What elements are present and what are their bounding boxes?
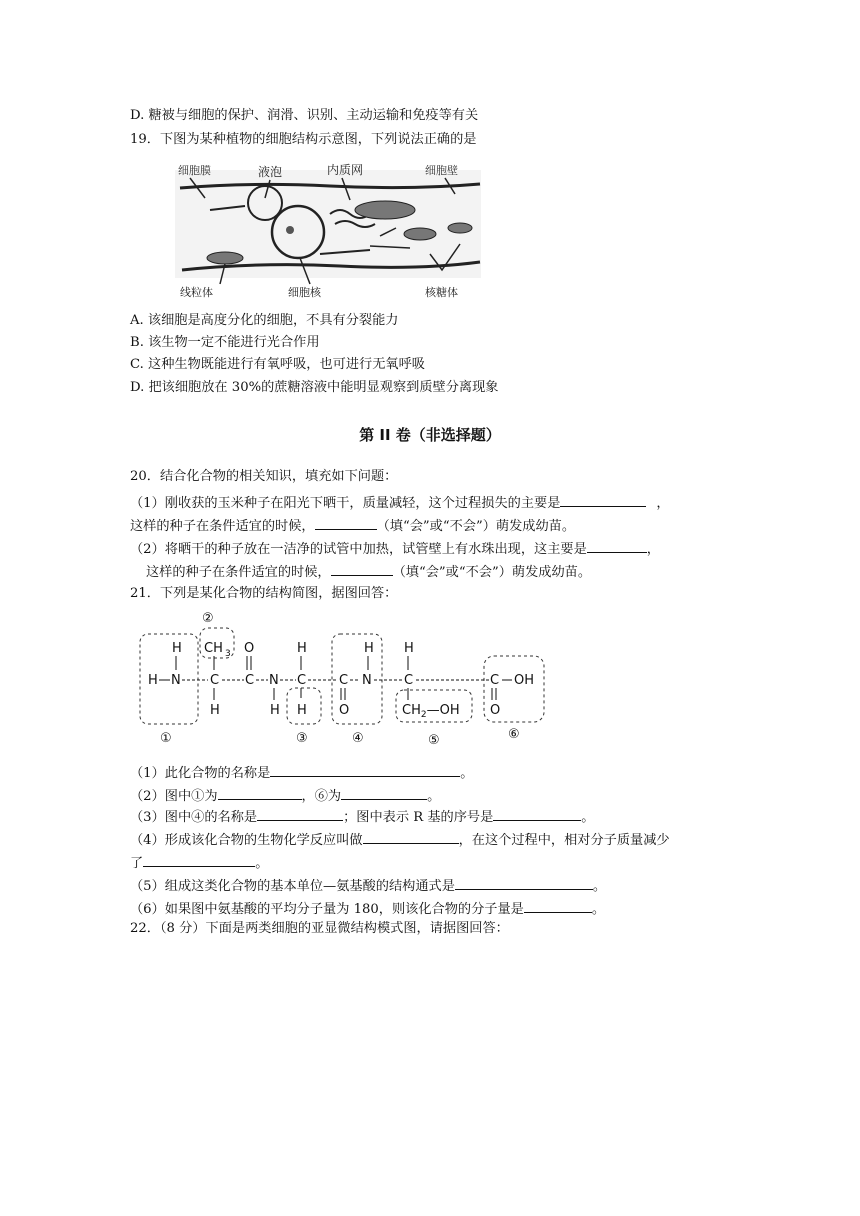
section-title: 第 II 卷（非选择题） xyxy=(359,426,501,444)
q21-part6-post: 。 xyxy=(591,902,606,917)
answer-blank[interactable] xyxy=(257,807,343,821)
q20-part2b-pre: 这样的种子在条件适宜的时候， xyxy=(146,565,331,580)
plant-cell-figure xyxy=(170,158,490,300)
q21-part1 xyxy=(130,763,473,783)
q21-part6-pre: （6）如果图中氨基酸的平均分子量为 180，则该化合物的分子量是 xyxy=(130,902,524,917)
q21-part3 xyxy=(130,807,594,827)
q21-part3-post: 。 xyxy=(581,810,595,825)
svg-text:H: H xyxy=(404,641,414,656)
q21-part5-post: 。 xyxy=(592,879,607,894)
label-1: ① xyxy=(160,731,172,746)
q20-stem: 20．结合化合物的相关知识，填充如下问题： xyxy=(130,469,398,484)
tripeptide-structure xyxy=(134,606,554,750)
answer-blank[interactable] xyxy=(218,786,302,800)
q21-part5-pre: （5）组成这类化合物的基本单位—氨基酸的结构通式是 xyxy=(130,879,455,894)
label-nucleus: 细胞核 xyxy=(288,286,321,299)
svg-text:H: H xyxy=(148,673,158,688)
q21-part1-post: 。 xyxy=(460,766,474,781)
q20-part2a xyxy=(130,539,660,559)
answer-blank[interactable] xyxy=(315,516,377,530)
svg-text:H: H xyxy=(210,703,220,718)
answer-blank[interactable] xyxy=(270,763,460,777)
q21-part4b xyxy=(130,853,268,873)
q21-part2-post: 。 xyxy=(427,789,441,804)
label-ribosome: 核糖体 xyxy=(425,286,458,299)
label-5: ⑤ xyxy=(428,733,440,748)
q21-part4b-pre: 了 xyxy=(130,856,144,871)
q21-part2 xyxy=(130,786,440,806)
label-2: ② xyxy=(202,611,214,626)
answer-blank[interactable] xyxy=(341,786,427,800)
answer-blank[interactable] xyxy=(331,562,393,576)
label-6: ⑥ xyxy=(508,727,520,742)
answer-blank[interactable] xyxy=(363,830,459,844)
svg-text:CH2—OH: $CH_2—OH$ xyxy=(402,703,460,720)
answer-blank[interactable] xyxy=(560,493,646,507)
answer-blank[interactable] xyxy=(524,899,592,913)
q21-part2-mid: ，⑥为 xyxy=(301,789,342,804)
svg-text:H: H xyxy=(364,641,374,656)
q20-part1a-end: ， xyxy=(656,496,670,511)
q19-option-c: C. 这种生物既能进行有氧呼吸，也可进行无氧呼吸 xyxy=(130,357,425,372)
q20-part2a-text: （2）将晒干的种子放在一洁净的试管中加热，试管壁上有水珠出现，这主要是 xyxy=(130,542,587,557)
svg-text:N: N xyxy=(362,673,372,688)
q18-option-d: D. 糖被与细胞的保护、润滑、识别、主动运输和免疫等有关 xyxy=(130,108,479,123)
q19-option-b: B. 该生物一定不能进行光合作用 xyxy=(130,335,320,350)
q21-part3-mid: ；图中表示 R 基的序号是 xyxy=(343,810,494,825)
svg-text:N: N xyxy=(269,673,279,688)
svg-text:O: O xyxy=(244,641,255,656)
svg-text:O: O xyxy=(490,703,501,718)
svg-text:C: C xyxy=(297,673,307,688)
q22-stem: 22．（8 分）下面是两类细胞的亚显微结构模式图，请据图回答： xyxy=(130,921,509,936)
svg-text:C: C xyxy=(210,673,220,688)
label-vacuole: 液泡 xyxy=(258,165,283,179)
svg-text:O: O xyxy=(339,703,350,718)
svg-text:N: N xyxy=(171,673,181,688)
q20-part1b-pre: 这样的种子在条件适宜的时候， xyxy=(130,519,315,534)
q21-part1-pre: （1）此化合物的名称是 xyxy=(130,766,271,781)
svg-text:C: C xyxy=(339,673,349,688)
svg-text:H: H xyxy=(297,703,307,718)
svg-text:C: C xyxy=(245,673,255,688)
svg-text:H: H xyxy=(297,641,307,656)
q21-part3-pre: （3）图中④的名称是 xyxy=(130,810,258,825)
answer-blank[interactable] xyxy=(143,853,255,867)
q20-part2b xyxy=(146,562,591,582)
svg-text:H: H xyxy=(270,703,280,718)
q21-part5 xyxy=(130,876,606,896)
svg-text:CH: CH xyxy=(204,641,223,656)
svg-text:H: H xyxy=(172,641,182,656)
q20-part1b-post: （填“会”或“不会”）萌发成幼苗。 xyxy=(376,519,576,534)
q21-part4-pre: （4）形成该化合物的生物化学反应叫做 xyxy=(130,833,363,848)
q19-stem: 19．下图为某种植物的细胞结构示意图，下列说法正确的是 xyxy=(130,132,477,147)
q20-part2b-post: （填“会”或“不会”）萌发成幼苗。 xyxy=(392,565,592,580)
svg-text:OH: OH xyxy=(514,673,535,688)
answer-blank[interactable] xyxy=(587,539,647,553)
label-cell-wall: 细胞壁 xyxy=(425,164,458,177)
label-4: ④ xyxy=(352,731,364,746)
q21-part6 xyxy=(130,899,605,919)
q21-part4-post: ，在这个过程中，相对分子质量减少 xyxy=(458,833,670,848)
answer-blank[interactable] xyxy=(493,807,581,821)
label-3: ③ xyxy=(296,731,308,746)
q21-part4b-post: 。 xyxy=(255,856,269,871)
label-mitochondria: 线粒体 xyxy=(180,286,213,299)
svg-text:C: C xyxy=(490,673,500,688)
mitochondrion-shape xyxy=(355,201,415,219)
svg-text:C: C xyxy=(404,673,414,688)
answer-blank[interactable] xyxy=(455,876,593,890)
label-cell-membrane: 细胞膜 xyxy=(178,164,211,177)
q20-part1a-text: （1）刚收获的玉米种子在阳光下晒干，质量减轻，这个过程损失的主要是 xyxy=(130,496,561,511)
q21-part2-pre: （2）图中①为 xyxy=(130,789,218,804)
svg-text:3: 3 xyxy=(225,649,231,659)
q19-option-a: A. 该细胞是高度分化的细胞，不具有分裂能力 xyxy=(130,313,399,328)
label-er: 内质网 xyxy=(327,163,364,177)
q20-part1a xyxy=(130,493,670,513)
q21-part4 xyxy=(130,830,670,850)
q20-part2a-end: ， xyxy=(646,542,660,557)
q20-part1b xyxy=(130,516,575,536)
q19-option-d: D. 把该细胞放在 30%的蔗糖溶液中能明显观察到质壁分离现象 xyxy=(130,380,499,395)
q21-stem: 21．下列是某化合物的结构简图，据图回答： xyxy=(130,586,398,601)
